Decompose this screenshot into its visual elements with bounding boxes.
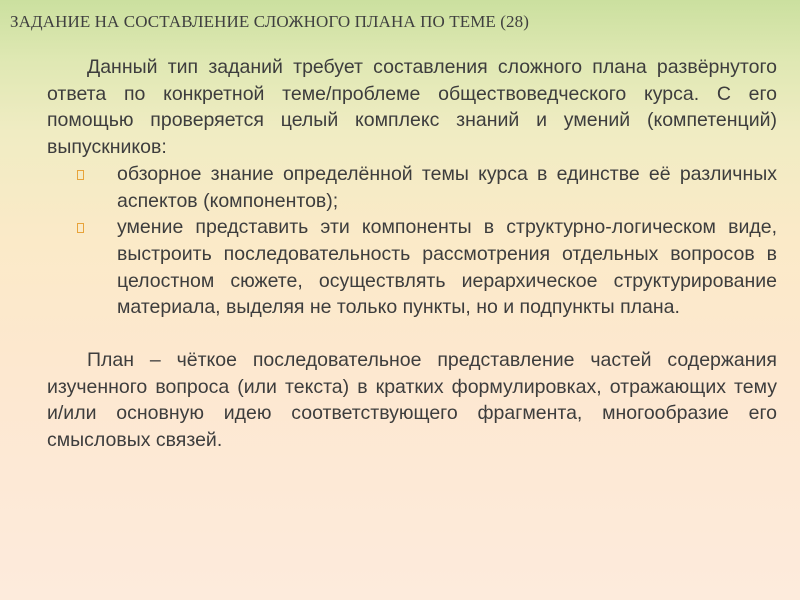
- list-item: [47, 161, 777, 214]
- slide-title: ЗАДАНИЕ НА СОСТАВЛЕНИЕ СЛОЖНОГО ПЛАНА ПО ТЕМЕ (28): [10, 12, 529, 31]
- list-item: [47, 214, 777, 321]
- list-item-text: обзорное знание определённой темы курса в единстве её различных аспектов (компонентов);: [117, 162, 777, 212]
- bullet-marker-icon: [77, 170, 84, 180]
- slide-content: [47, 54, 777, 454]
- list-item-text: умение представить эти компоненты в структурно-логическом виде, выстроить последовательность рассмотрения отдельных вопросов в целостном сюжете, осуществлять иерархическое структурирование материала, выделяя не только пункты, но и подпункты плана.: [117, 216, 777, 319]
- skills-list: [47, 161, 777, 321]
- bullet-marker-icon: [77, 223, 84, 233]
- paragraph-spacer: [47, 321, 777, 347]
- intro-paragraph: Данный тип заданий требует составления сложного плана развёрнутого ответа по конкретной теме/проблеме обществоведческого курса. С его помощью проверяется целый комплекс знаний и умений (компетенций) выпускников:: [47, 56, 777, 159]
- definition-paragraph: План – чёткое последовательное представление частей содержания изученного вопроса (или текста) в кратких формулировках, отражающих тему и/или основную идею соответствующего фрагмента, многообразие его смысловых связей.: [47, 349, 777, 452]
